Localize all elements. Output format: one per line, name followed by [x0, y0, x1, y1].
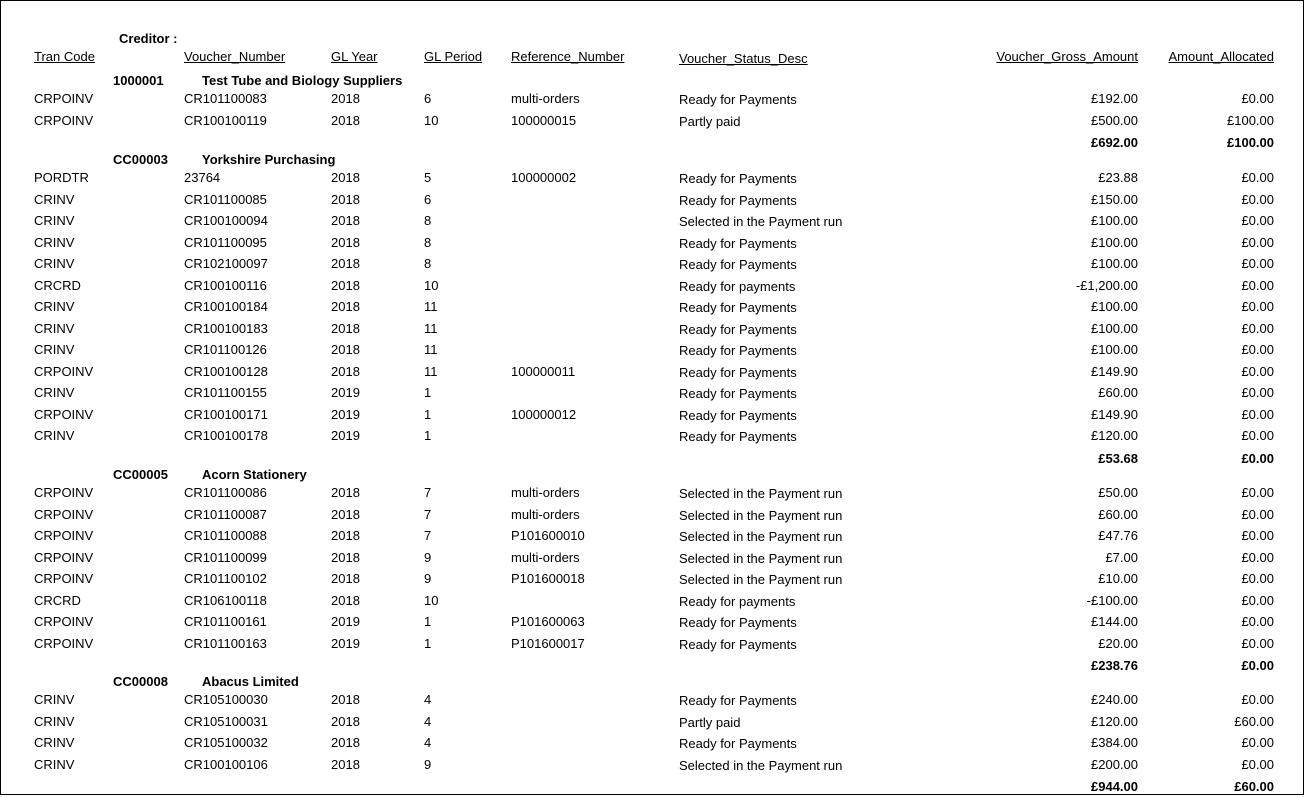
voucher-number-cell: CR101100095	[184, 235, 267, 250]
tran-code-cell: CRCRD	[34, 593, 81, 608]
voucher-number-cell: CR100100106	[184, 757, 268, 772]
voucher-status-cell: Selected in the Payment run	[679, 758, 843, 773]
voucher-status-cell: Partly paid	[679, 715, 741, 730]
gl-period-cell: 1	[424, 614, 432, 629]
gl-period-cell: 6	[424, 91, 432, 106]
amount-allocated-cell: £0.00	[1241, 593, 1274, 608]
tran-code-cell: CRINV	[34, 428, 75, 443]
creditor-name: Abacus Limited	[202, 674, 299, 689]
gl-period-cell: 10	[424, 113, 439, 128]
gl-year-cell: 2018	[331, 192, 360, 207]
voucher-number-cell: CR100100116	[184, 278, 267, 293]
group-total-gross: £692.00	[1091, 135, 1138, 150]
gl-period-cell: 5	[424, 170, 432, 185]
voucher-number-cell: CR101100086	[184, 485, 267, 500]
reference-number-cell: P101600017	[511, 636, 585, 651]
voucher-status-cell: Selected in the Payment run	[679, 214, 843, 229]
gl-period-cell: 7	[424, 507, 432, 522]
gl-year-cell: 2018	[331, 714, 360, 729]
tran-code-cell: CRINV	[34, 385, 75, 400]
voucher-number-cell: CR101100085	[184, 192, 267, 207]
gl-year-cell: 2018	[331, 342, 360, 357]
voucher-number-cell: CR100100178	[184, 428, 268, 443]
column-header-gl-year: GL Year	[331, 49, 378, 64]
tran-code-cell: CRPOINV	[34, 507, 94, 522]
reference-number-cell: P101600018	[511, 571, 585, 586]
gross-amount-cell: £120.00	[1091, 428, 1138, 443]
reference-number-cell: P101600010	[511, 528, 585, 543]
reference-number-cell: 100000002	[511, 170, 577, 185]
gl-period-cell: 1	[424, 407, 432, 422]
gross-amount-cell: -£1,200.00	[1075, 278, 1138, 293]
tran-code-cell: CRCRD	[34, 278, 81, 293]
gross-amount-cell: £100.00	[1091, 321, 1138, 336]
tran-code-cell: CRPOINV	[34, 636, 94, 651]
gl-period-cell: 6	[424, 192, 432, 207]
gl-year-cell: 2018	[331, 692, 360, 707]
amount-allocated-cell: £0.00	[1241, 614, 1274, 629]
gl-year-cell: 2019	[331, 636, 360, 651]
amount-allocated-cell: £0.00	[1241, 735, 1274, 750]
gl-period-cell: 8	[424, 213, 432, 228]
amount-allocated-cell: £0.00	[1241, 342, 1274, 357]
voucher-number-cell: CR105100030	[184, 692, 268, 707]
gl-period-cell: 8	[424, 235, 432, 250]
amount-allocated-cell: £60.00	[1234, 714, 1274, 729]
amount-allocated-cell: £0.00	[1241, 550, 1274, 565]
gross-amount-cell: £149.90	[1091, 407, 1138, 422]
amount-allocated-cell: £0.00	[1241, 407, 1274, 422]
amount-allocated-cell: £0.00	[1241, 636, 1274, 651]
voucher-number-cell: CR105100032	[184, 735, 268, 750]
tran-code-cell: CRPOINV	[34, 550, 94, 565]
column-header-amount-allocated: Amount_Allocated	[1168, 49, 1274, 64]
voucher-status-cell: Ready for Payments	[679, 300, 797, 315]
gross-amount-cell: £100.00	[1091, 235, 1138, 250]
gross-amount-cell: £120.00	[1091, 714, 1138, 729]
column-header-tran-code: Tran Code	[34, 49, 95, 64]
amount-allocated-cell: £0.00	[1241, 385, 1274, 400]
amount-allocated-cell: £0.00	[1241, 571, 1274, 586]
gl-period-cell: 1	[424, 428, 432, 443]
voucher-number-cell: CR101100163	[184, 636, 267, 651]
tran-code-cell: CRINV	[34, 714, 75, 729]
voucher-status-cell: Ready for Payments	[679, 322, 797, 337]
gl-year-cell: 2018	[331, 528, 360, 543]
amount-allocated-cell: £0.00	[1241, 213, 1274, 228]
gl-period-cell: 4	[424, 735, 432, 750]
voucher-number-cell: CR100100184	[184, 299, 268, 314]
tran-code-cell: CRINV	[34, 256, 75, 271]
gl-period-cell: 9	[424, 571, 432, 586]
voucher-status-cell: Ready for Payments	[679, 365, 797, 380]
gross-amount-cell: £50.00	[1098, 485, 1138, 500]
tran-code-cell: CRPOINV	[34, 91, 94, 106]
gl-period-cell: 4	[424, 692, 432, 707]
gl-year-cell: 2018	[331, 170, 360, 185]
gross-amount-cell: £144.00	[1091, 614, 1138, 629]
amount-allocated-cell: £0.00	[1241, 321, 1274, 336]
gl-period-cell: 7	[424, 528, 432, 543]
group-total-allocated: £60.00	[1234, 779, 1274, 794]
reference-number-cell: multi-orders	[511, 91, 580, 106]
gross-amount-cell: £47.76	[1098, 528, 1138, 543]
amount-allocated-cell: £0.00	[1241, 170, 1274, 185]
voucher-number-cell: CR100100183	[184, 321, 268, 336]
amount-allocated-cell: £0.00	[1241, 428, 1274, 443]
voucher-number-cell: CR101100088	[184, 528, 267, 543]
gross-amount-cell: £10.00	[1098, 571, 1138, 586]
gl-period-cell: 10	[424, 593, 439, 608]
amount-allocated-cell: £0.00	[1241, 485, 1274, 500]
gross-amount-cell: £192.00	[1091, 91, 1138, 106]
gross-amount-cell: -£100.00	[1086, 593, 1138, 608]
creditor-code: CC00005	[113, 467, 168, 482]
voucher-status-cell: Ready for Payments	[679, 193, 797, 208]
amount-allocated-cell: £0.00	[1241, 299, 1274, 314]
gl-period-cell: 9	[424, 757, 432, 772]
group-total-gross: £238.76	[1091, 658, 1138, 673]
voucher-status-cell: Ready for Payments	[679, 386, 797, 401]
voucher-number-cell: CR101100102	[184, 571, 267, 586]
creditor-name: Yorkshire Purchasing	[202, 152, 336, 167]
gl-year-cell: 2018	[331, 571, 360, 586]
voucher-status-cell: Ready for Payments	[679, 429, 797, 444]
tran-code-cell: CRINV	[34, 235, 75, 250]
amount-allocated-cell: £0.00	[1241, 757, 1274, 772]
amount-allocated-cell: £0.00	[1241, 256, 1274, 271]
gross-amount-cell: £150.00	[1091, 192, 1138, 207]
column-header-reference-number: Reference_Number	[511, 49, 625, 64]
voucher-number-cell: CR101100161	[184, 614, 267, 629]
voucher-status-cell: Selected in the Payment run	[679, 508, 843, 523]
gross-amount-cell: £200.00	[1091, 757, 1138, 772]
gl-year-cell: 2018	[331, 550, 360, 565]
group-total-allocated: £0.00	[1241, 658, 1274, 673]
gl-period-cell: 10	[424, 278, 439, 293]
gl-period-cell: 11	[424, 299, 438, 314]
voucher-number-cell: CR101100126	[184, 342, 267, 357]
gl-year-cell: 2018	[331, 321, 360, 336]
amount-allocated-cell: £0.00	[1241, 507, 1274, 522]
gross-amount-cell: £384.00	[1091, 735, 1138, 750]
gl-period-cell: 9	[424, 550, 432, 565]
gl-period-cell: 7	[424, 485, 432, 500]
gl-year-cell: 2018	[331, 91, 360, 106]
group-total-gross: £53.68	[1098, 451, 1138, 466]
tran-code-cell: PORDTR	[34, 170, 89, 185]
voucher-status-cell: Ready for Payments	[679, 171, 797, 186]
creditor-label: Creditor :	[119, 31, 178, 46]
gl-period-cell: 8	[424, 256, 432, 271]
gl-year-cell: 2019	[331, 428, 360, 443]
voucher-number-cell: CR100100171	[184, 407, 268, 422]
reference-number-cell: 100000011	[511, 364, 576, 379]
voucher-status-cell: Ready for Payments	[679, 236, 797, 251]
creditor-name: Acorn Stationery	[202, 467, 307, 482]
tran-code-cell: CRINV	[34, 692, 75, 707]
column-header-status: Voucher_Status_Desc	[679, 51, 808, 66]
reference-number-cell: P101600063	[511, 614, 585, 629]
creditor-name: Test Tube and Biology Suppliers	[202, 73, 403, 88]
gl-period-cell: 11	[424, 364, 438, 379]
gross-amount-cell: £20.00	[1098, 636, 1138, 651]
gl-year-cell: 2018	[331, 364, 360, 379]
voucher-number-cell: CR100100094	[184, 213, 268, 228]
group-total-allocated: £100.00	[1227, 135, 1274, 150]
voucher-status-cell: Ready for Payments	[679, 408, 797, 423]
gross-amount-cell: £500.00	[1091, 113, 1138, 128]
column-header-voucher-number: Voucher_Number	[184, 49, 286, 64]
gross-amount-cell: £240.00	[1091, 692, 1138, 707]
reference-number-cell: multi-orders	[511, 507, 580, 522]
voucher-status-cell: Ready for Payments	[679, 92, 797, 107]
voucher-status-cell: Ready for Payments	[679, 693, 797, 708]
voucher-number-cell: CR105100031	[184, 714, 268, 729]
gl-year-cell: 2019	[331, 385, 360, 400]
voucher-status-cell: Selected in the Payment run	[679, 572, 843, 587]
amount-allocated-cell: £0.00	[1241, 528, 1274, 543]
amount-allocated-cell: £0.00	[1241, 364, 1274, 379]
tran-code-cell: CRPOINV	[34, 113, 94, 128]
amount-allocated-cell: £0.00	[1241, 692, 1274, 707]
tran-code-cell: CRINV	[34, 342, 75, 357]
creditor-code: CC00003	[113, 152, 168, 167]
gl-year-cell: 2018	[331, 256, 360, 271]
gl-year-cell: 2018	[331, 213, 360, 228]
amount-allocated-cell: £100.00	[1227, 113, 1274, 128]
voucher-status-cell: Ready for Payments	[679, 637, 797, 652]
gross-amount-cell: £60.00	[1098, 507, 1138, 522]
gl-year-cell: 2018	[331, 235, 360, 250]
voucher-number-cell: CR100100128	[184, 364, 268, 379]
column-header-gross-amount: Voucher_Gross_Amount	[996, 49, 1138, 64]
tran-code-cell: CRINV	[34, 299, 75, 314]
gl-period-cell: 1	[424, 385, 432, 400]
gross-amount-cell: £100.00	[1091, 256, 1138, 271]
voucher-number-cell: CR101100083	[184, 91, 267, 106]
tran-code-cell: CRPOINV	[34, 528, 94, 543]
gross-amount-cell: £100.00	[1091, 342, 1138, 357]
gl-year-cell: 2019	[331, 614, 360, 629]
voucher-number-cell: CR101100155	[184, 385, 267, 400]
tran-code-cell: CRINV	[34, 321, 75, 336]
gross-amount-cell: £60.00	[1098, 385, 1138, 400]
gl-period-cell: 11	[424, 342, 438, 357]
voucher-status-cell: Selected in the Payment run	[679, 529, 843, 544]
group-total-allocated: £0.00	[1241, 451, 1274, 466]
voucher-status-cell: Selected in the Payment run	[679, 551, 843, 566]
gross-amount-cell: £7.00	[1105, 550, 1138, 565]
voucher-status-cell: Partly paid	[679, 114, 741, 129]
voucher-status-cell: Ready for Payments	[679, 736, 797, 751]
tran-code-cell: CRINV	[34, 213, 75, 228]
gross-amount-cell: £100.00	[1091, 299, 1138, 314]
gl-year-cell: 2018	[331, 299, 360, 314]
voucher-status-cell: Ready for payments	[679, 594, 796, 609]
tran-code-cell: CRPOINV	[34, 485, 94, 500]
gl-year-cell: 2018	[331, 735, 360, 750]
gl-year-cell: 2018	[331, 485, 360, 500]
amount-allocated-cell: £0.00	[1241, 192, 1274, 207]
gross-amount-cell: £100.00	[1091, 213, 1138, 228]
tran-code-cell: CRPOINV	[34, 407, 94, 422]
voucher-number-cell: 23764	[184, 170, 221, 185]
gl-year-cell: 2019	[331, 407, 360, 422]
tran-code-cell: CRPOINV	[34, 614, 94, 629]
voucher-number-cell: CR102100097	[184, 256, 268, 271]
tran-code-cell: CRINV	[34, 735, 75, 750]
gl-period-cell: 11	[424, 321, 438, 336]
reference-number-cell: multi-orders	[511, 485, 580, 500]
gl-period-cell: 4	[424, 714, 432, 729]
voucher-status-cell: Ready for Payments	[679, 343, 797, 358]
tran-code-cell: CRINV	[34, 192, 75, 207]
group-total-gross: £944.00	[1091, 779, 1138, 794]
reference-number-cell: 100000012	[511, 407, 577, 422]
gl-year-cell: 2018	[331, 757, 360, 772]
voucher-number-cell: CR101100099	[184, 550, 267, 565]
amount-allocated-cell: £0.00	[1241, 278, 1274, 293]
voucher-status-cell: Ready for Payments	[679, 615, 797, 630]
gross-amount-cell: £23.88	[1098, 170, 1138, 185]
voucher-number-cell: CR100100119	[184, 113, 267, 128]
voucher-number-cell: CR101100087	[184, 507, 267, 522]
tran-code-cell: CRPOINV	[34, 571, 94, 586]
reference-number-cell: multi-orders	[511, 550, 580, 565]
gl-year-cell: 2018	[331, 113, 360, 128]
tran-code-cell: CRINV	[34, 757, 75, 772]
voucher-status-cell: Selected in the Payment run	[679, 486, 843, 501]
amount-allocated-cell: £0.00	[1241, 91, 1274, 106]
creditor-code: 1000001	[113, 73, 164, 88]
voucher-status-cell: Ready for payments	[679, 279, 796, 294]
gl-year-cell: 2018	[331, 278, 360, 293]
column-header-gl-period: GL Period	[424, 49, 483, 64]
voucher-number-cell: CR106100118	[184, 593, 267, 608]
gross-amount-cell: £149.90	[1091, 364, 1138, 379]
gl-year-cell: 2018	[331, 593, 360, 608]
tran-code-cell: CRPOINV	[34, 364, 94, 379]
gl-year-cell: 2018	[331, 507, 360, 522]
gl-period-cell: 1	[424, 636, 432, 651]
voucher-status-cell: Ready for Payments	[679, 257, 797, 272]
reference-number-cell: 100000015	[511, 113, 577, 128]
amount-allocated-cell: £0.00	[1241, 235, 1274, 250]
creditor-code: CC00008	[113, 674, 168, 689]
